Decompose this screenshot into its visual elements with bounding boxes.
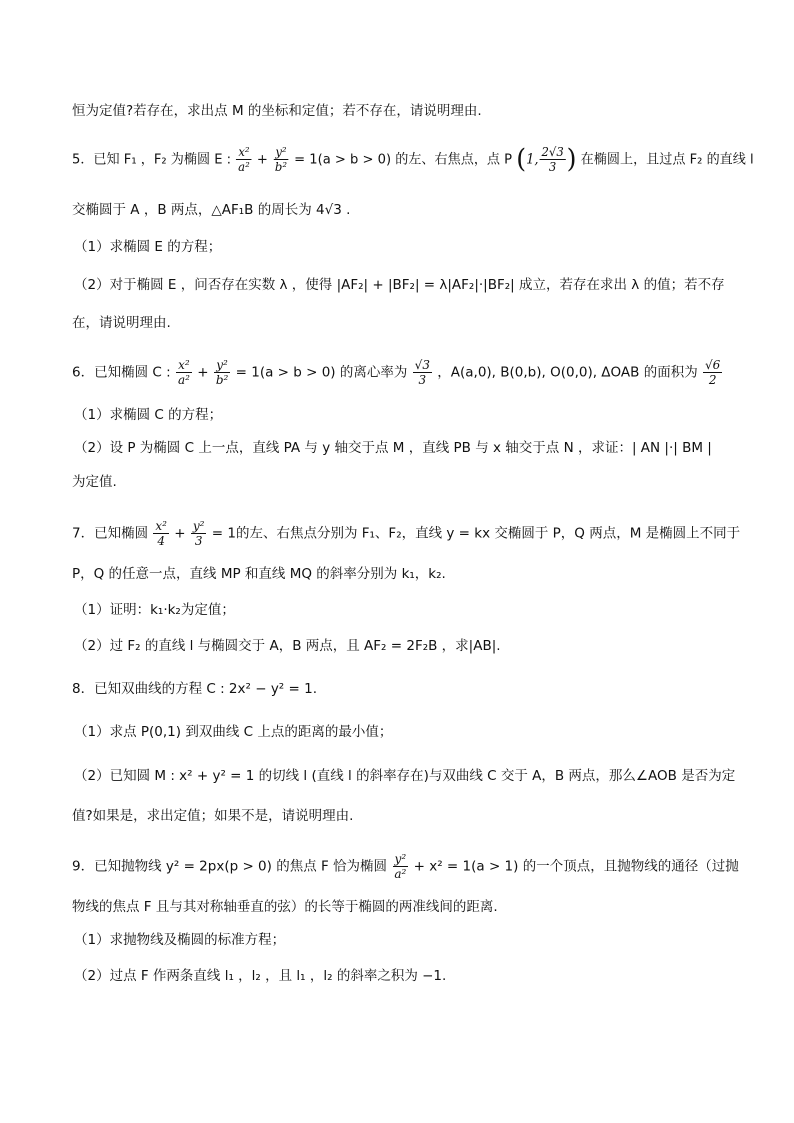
text-line: （2）过 F₂ 的直线 l 与椭圆交于 A，B 两点，且 AF₂ = 2F₂B ，求|AB|. (74, 638, 501, 654)
fraction (191, 519, 207, 548)
fraction (413, 358, 432, 387)
text-line: （2）设 P 为椭圆 C 上一点，直线 PA 与 y 轴交于点 M ，直线 PB 与 x 轴交于点 N ，求证：| AN |·| BM | (74, 440, 712, 456)
text-segment: 在椭圆上，且过点 F₂ 的直线 l (580, 151, 754, 168)
numerator: y² (394, 852, 407, 866)
denominator: b² (274, 160, 288, 174)
text-line: （1）求椭圆 C 的方程； (74, 407, 223, 423)
problem-6-header (72, 358, 723, 387)
numerator: x² (178, 358, 190, 372)
problem-9-header (72, 852, 739, 881)
numerator: √3 (414, 358, 430, 372)
text-line: P，Q 的任意一点，直线 MP 和直线 MQ 的斜率分别为 k₁，k₂. (72, 566, 446, 582)
numerator: x² (238, 145, 250, 159)
plus-sign: + (174, 525, 186, 542)
problem-5-header (72, 145, 754, 174)
numerator: y² (216, 358, 228, 372)
text-segment: = 1(a > b > 0) 的左、右焦点，点 P (294, 151, 513, 168)
numerator: y² (275, 145, 287, 159)
denominator: 4 (157, 534, 165, 548)
text-line: 值?如果是，求出定值；如果不是，请说明理由. (72, 808, 354, 824)
fraction (392, 852, 408, 881)
text-line: 物线的焦点 F 且与其对称轴垂直的弦）的长等于椭圆的两准线间的距离. (72, 899, 498, 915)
fraction (273, 145, 289, 174)
denominator: 3 (418, 373, 427, 387)
fraction (214, 358, 231, 387)
text-segment: 9．已知抛物线 y² = 2px(p > 0) 的焦点 F 恰为椭圆 (72, 858, 388, 875)
text-line: （2）对于椭圆 E ，问否存在实数 λ ，使得 |AF₂| + |BF₂| = λ|AF₂|·|BF₂| 成立，若存在求出 λ 的值；若不存 (74, 277, 725, 293)
fraction (153, 519, 169, 548)
denominator: a² (177, 373, 190, 387)
point-coord: 1, (526, 151, 539, 168)
text-line: 恒为定值?若存在，求出点 M 的坐标和定值；若不存在，请说明理由. (72, 103, 482, 119)
numerator: x² (155, 519, 167, 533)
text-line: 8．已知双曲线的方程 C : 2x² − y² = 1. (72, 681, 317, 697)
text-segment: ，A(a,0), B(0,b), O(0,0), ΔOAB 的面积为 (437, 364, 698, 381)
text-line: （1）求抛物线及椭圆的标准方程； (74, 932, 286, 948)
denominator: 2 (708, 373, 717, 387)
fraction (703, 358, 722, 387)
text-segment: 6．已知椭圆 C : (72, 364, 171, 381)
text-line: （1）求椭圆 E 的方程； (74, 239, 222, 255)
text-segment: = 1的左、右焦点分别为 F₁、F₂，直线 y = kx 交椭圆于 P，Q 两点，M 是椭圆上不同于 (211, 525, 741, 542)
numerator: √6 (705, 358, 721, 372)
text-segment: 5．已知 F₁ ，F₂ 为椭圆 E : (72, 151, 232, 168)
text-line: 交椭圆于 A ，B 两点，△AF₁B 的周长为 4√3 . (72, 202, 351, 218)
text-line: （1）求点 P(0,1) 到双曲线 C 上点的距离的最小值； (74, 724, 393, 740)
denominator: a² (238, 160, 250, 174)
plus-sign: + (197, 364, 209, 381)
numerator: 2√3 (541, 145, 564, 159)
right-paren: ) (566, 144, 577, 175)
denominator: b² (215, 373, 229, 387)
text-segment: + x² = 1(a > 1) 的一个顶点，且抛物线的通径（过抛 (413, 858, 739, 875)
text-line: （2）已知圆 M : x² + y² = 1 的切线 l (直线 l 的斜率存在)与双曲线 C 交于 A，B 两点，那么∠AOB 是否为定 (74, 768, 736, 784)
problem-7-header (72, 519, 740, 548)
text-line: 在，请说明理由. (72, 315, 171, 331)
fraction (176, 358, 192, 387)
text-line: 为定值. (72, 474, 117, 490)
fraction (236, 145, 251, 174)
denominator: a² (394, 867, 407, 881)
plus-sign: + (256, 151, 268, 168)
left-paren: ( (516, 144, 527, 175)
denominator: 3 (548, 160, 557, 174)
text-line: （1）证明：k₁·k₂为定值； (74, 602, 235, 618)
numerator: y² (192, 519, 205, 533)
denominator: 3 (194, 534, 203, 548)
text-line: （2）过点 F 作两条直线 l₁ ，l₂ ，且 l₁ ，l₂ 的斜率之积为 −1. (74, 968, 447, 984)
text-segment: = 1(a > b > 0) 的离心率为 (235, 364, 408, 381)
text-segment: 7．已知椭圆 (72, 525, 149, 542)
fraction (540, 145, 566, 174)
